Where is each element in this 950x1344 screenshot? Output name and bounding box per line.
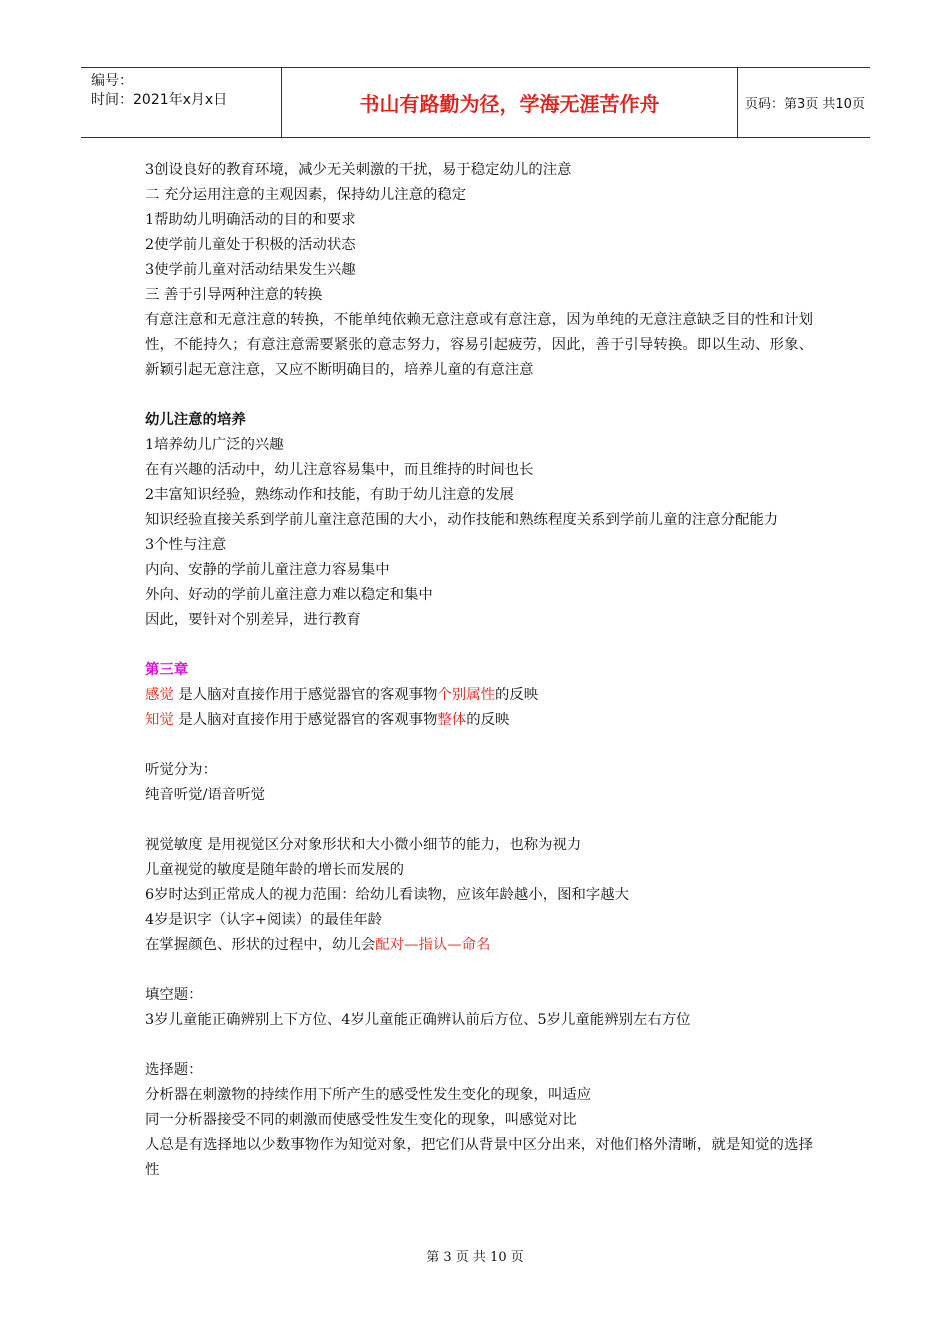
- definition-sensation: [145, 683, 813, 708]
- header-motto: 书山有路勤为径，学海无涯苦作舟: [282, 68, 738, 137]
- header-meta: [81, 68, 282, 137]
- paragraph: 有意注意和无意注意的转换，不能单纯依赖无意注意或有意注意，因为单纯的无意注意缺乏目的性和计划性，不能持久；有意注意需要紧张的意志努力，容易引起疲劳，因此，善于引导转换。即以生动、形象、新颖引起无意注意，又应不断明确目的，培养儿童的有意注意: [145, 312, 813, 378]
- spacer: [145, 958, 813, 983]
- text-line: 内向、安静的学前儿童注意力容易集中: [145, 562, 390, 578]
- text-line: 2丰富知识经验，熟练动作和技能，有助于幼儿注意的发展: [145, 487, 514, 503]
- chapter-heading: 第三章: [145, 662, 189, 678]
- paragraph: 人总是有选择地以少数事物作为知觉对象，把它们从背景中区分出来，对他们格外清晰，就是知觉的选择性: [145, 1137, 813, 1178]
- paragraph: 知识经验直接关系到学前儿童注意范围的大小，动作技能和熟练程度关系到学前儿童的注意分配能力: [145, 512, 779, 528]
- text-line: 1培养幼儿广泛的兴趣: [145, 437, 284, 453]
- text-line: 因此，要针对个别差异，进行教育: [145, 612, 361, 628]
- spacer: [145, 383, 813, 408]
- text-line: 3个性与注意: [145, 537, 227, 553]
- text-segment: 在掌握颜色、形状的过程中，幼儿会: [145, 937, 376, 953]
- term-perception: 知觉: [145, 712, 174, 728]
- spacer: [145, 808, 813, 833]
- text-line: 听觉分为：: [145, 762, 217, 778]
- key-phrase: 个别属性: [437, 687, 495, 703]
- text-line: 3创设良好的教育环境，减少无关刺激的干扰，易于稳定幼儿的注意: [145, 162, 572, 178]
- definition-text: 是人脑对直接作用于感觉器官的客观事物: [173, 712, 438, 728]
- section-heading: 二 充分运用注意的主观因素，保持幼儿注意的稳定: [145, 187, 467, 203]
- text-line: 同一分析器接受不同的刺激而使感受性发生变化的现象，叫感觉对比: [145, 1112, 577, 1128]
- text-line: 在有兴趣的活动中，幼儿注意容易集中，而且维持的时间也长: [145, 462, 534, 478]
- text-line: 纯音听觉/语音听觉: [145, 787, 265, 803]
- definition-perception: [145, 708, 813, 733]
- header-page-info: 页码：第3页 共10页: [745, 97, 865, 112]
- key-phrase: 整体: [437, 712, 467, 728]
- text-line: 3岁儿童能正确辨别上下方位、4岁儿童能正确辨认前后方位、5岁儿童能辨别左右方位: [145, 1012, 691, 1028]
- document-number-label: 编号：: [91, 73, 133, 89]
- definition-text: 是人脑对直接作用于感觉器官的客观事物: [173, 687, 438, 703]
- text-line: 视觉敏度 是用视觉区分对象形状和大小微小细节的能力，也称为视力: [145, 837, 582, 853]
- text-line: 选择题：: [145, 1062, 203, 1078]
- text-line: 分析器在刺激物的持续作用下所产生的感受性发生变化的现象，叫适应: [145, 1087, 592, 1103]
- text-line: 1帮助幼儿明确活动的目的和要求: [145, 212, 356, 228]
- text-line: 填空题：: [145, 987, 203, 1003]
- term-sensation: 感觉: [145, 687, 174, 703]
- text-line: 3使学前儿童对活动结果发生兴趣: [145, 262, 356, 278]
- spacer: [145, 1033, 813, 1058]
- definition-text: 的反映: [494, 687, 539, 703]
- section-heading: 三 善于引导两种注意的转换: [145, 287, 323, 303]
- spacer: [145, 733, 813, 758]
- text-line: [145, 933, 813, 958]
- document-date: 时间：2021年x月x日: [91, 92, 228, 108]
- page-footer: 第 3 页 共 10 页: [426, 1250, 524, 1265]
- text-line: 6岁时达到正常成人的视力范围：给幼儿看读物，应该年龄越小，图和字越大: [145, 887, 630, 903]
- bold-heading: 幼儿注意的培养: [145, 412, 246, 428]
- page-header: [81, 67, 870, 138]
- text-line: 外向、好动的学前儿童注意力难以稳定和集中: [145, 587, 433, 603]
- spacer: [145, 633, 813, 658]
- key-phrase: 配对—指认—命名: [375, 937, 491, 953]
- definition-text: 的反映: [466, 712, 510, 728]
- document-body: [145, 158, 813, 1183]
- text-line: 儿童视觉的敏度是随年龄的增长而发展的: [145, 862, 405, 878]
- text-line: 4岁是识字（认字+阅读）的最佳年龄: [145, 912, 383, 928]
- text-line: 2使学前儿童处于积极的活动状态: [145, 237, 356, 253]
